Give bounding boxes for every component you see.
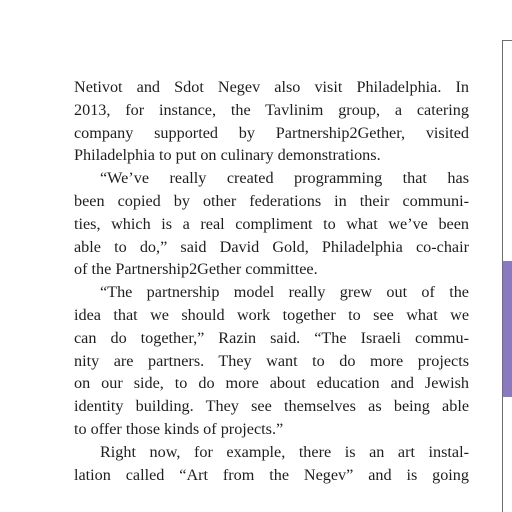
article-line: ties, which is a real compliment to what we’ve been: [74, 214, 469, 233]
article-line: 2013, for instance, the Tavlinim group, a catering: [74, 100, 469, 119]
article-line: “We’ve really created programming that has: [100, 169, 469, 188]
article-line: to offer those kinds of projects.”: [74, 419, 284, 438]
article-line: idea that we should work together to see what we: [74, 305, 469, 324]
article-line: able to do,” said David Gold, Philadelphia co-chair: [74, 237, 469, 256]
article-line: been copied by other federations in their communi-: [74, 191, 469, 210]
article-line: nity are partners. They want to do more projects: [74, 351, 469, 370]
article-line: Right now, for example, there is an art instal-: [100, 442, 469, 461]
sidebar-color-band: [503, 261, 512, 397]
article-line: Philadelphia to put on culinary demonstrations.: [74, 146, 381, 165]
article-line: on our side, to do more about education and Jewish: [74, 374, 469, 393]
article-line: identity building. They see themselves as being able: [74, 397, 469, 416]
article-line: can do together,” Razin said. “The Israeli commu-: [74, 328, 469, 347]
article-line: lation called “Art from the Negev” and is going: [74, 465, 469, 484]
article-text-column: [74, 76, 469, 486]
article-line: Netivot and Sdot Negev also visit Philadelphia. In: [74, 78, 469, 96]
article-line: “The partnership model really grew out of the: [100, 283, 469, 302]
article-line: company supported by Partnership2Gether, visited: [74, 123, 469, 142]
article-line: of the Partnership2Gether committee.: [74, 260, 318, 279]
